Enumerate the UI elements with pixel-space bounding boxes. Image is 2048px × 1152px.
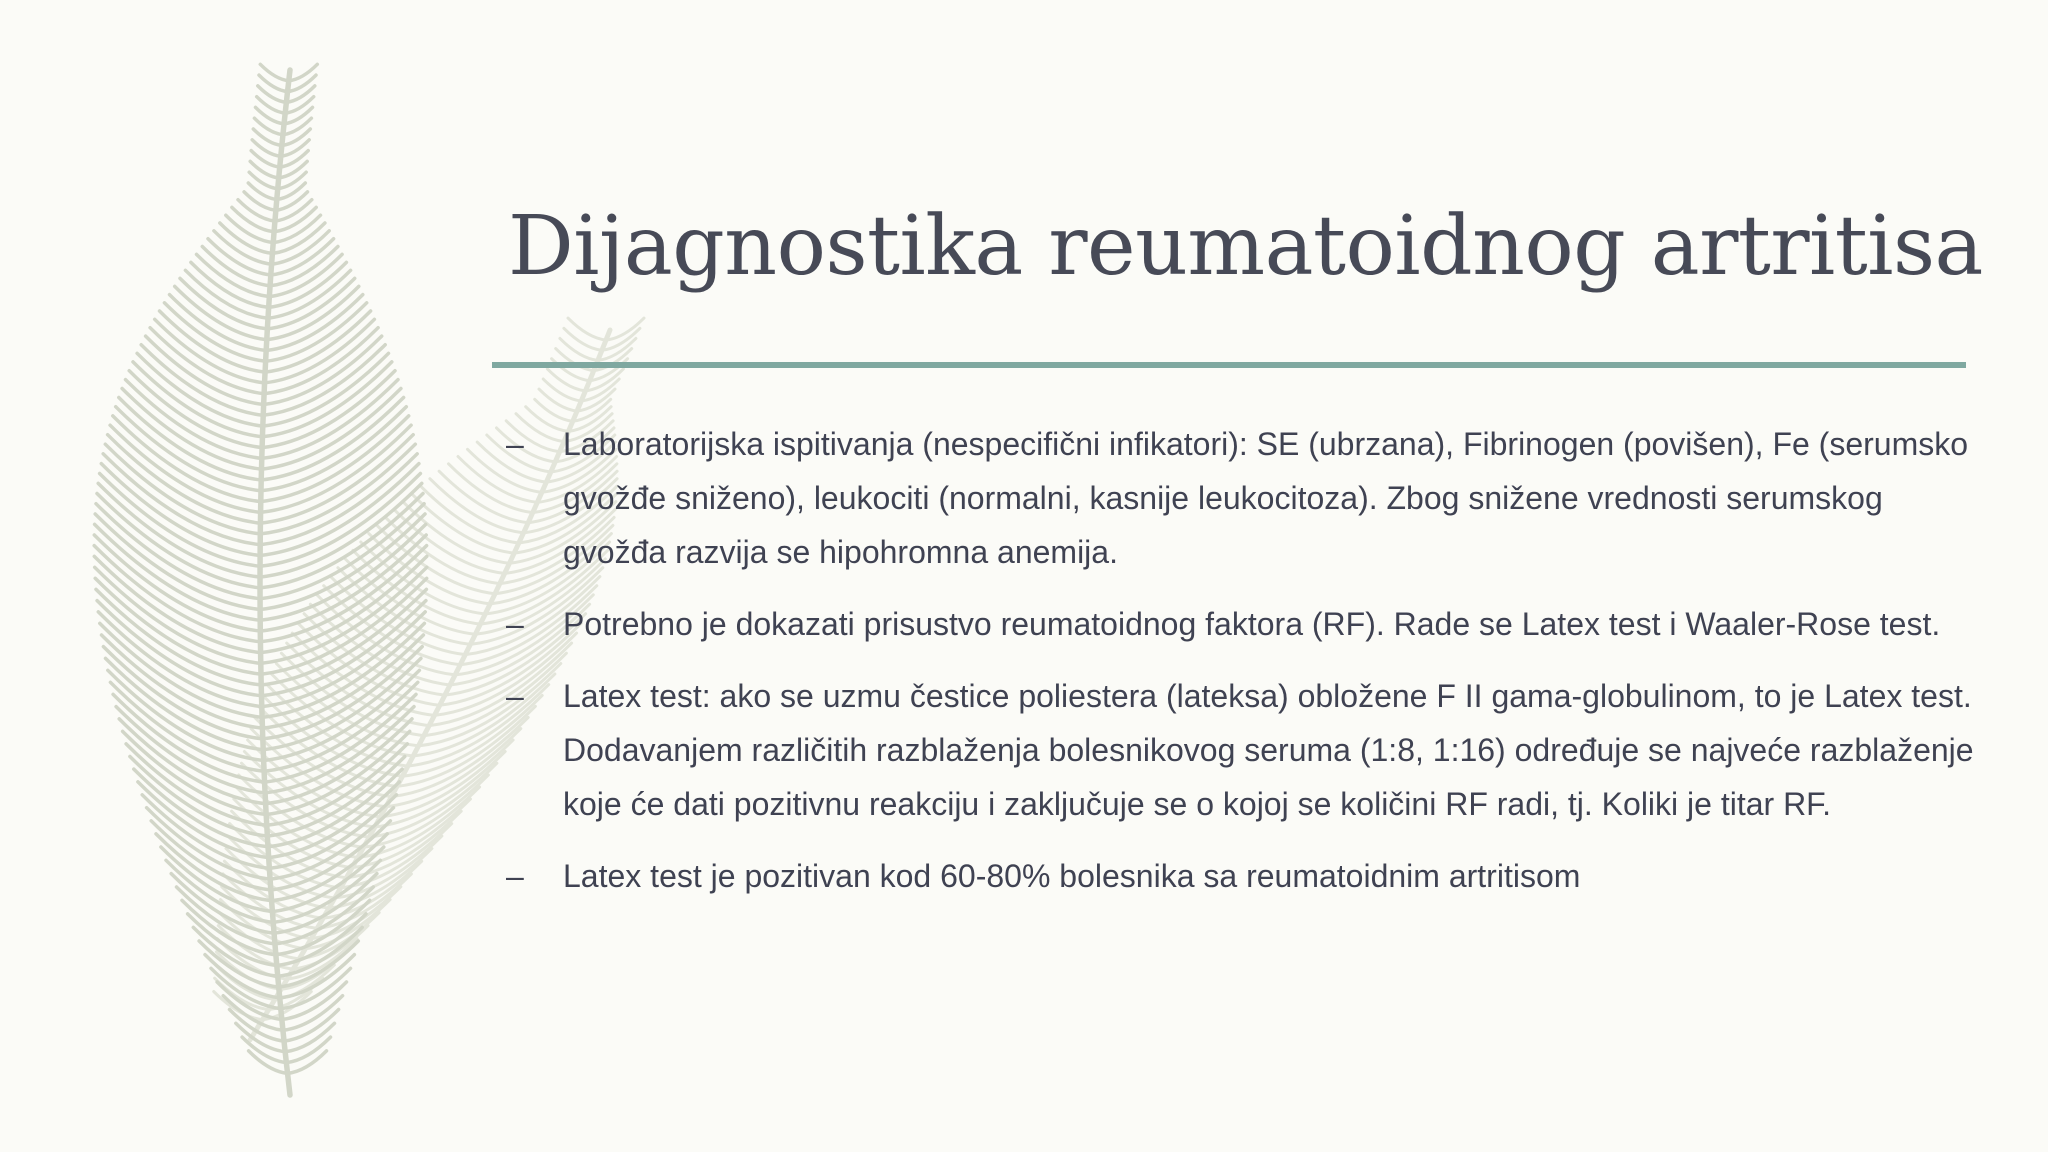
bullet-text: Latex test: ako se uzmu čestice poliestera (lateksa) obložene F II gama-globulinom, to je Latex test. Dodavanjem različitih razblaženja bolesnikovog seruma (1:8, 1:16) određuje se najveće razblaženje koje će dati pozitivnu reakciju i zaključuje se o kojoj se količini RF radi, tj. Koliki je titar RF. — [563, 678, 1974, 822]
bullet-item — [506, 417, 1976, 579]
bullet-text: Potrebno je dokazati prisustvo reumatoidnog faktora (RF). Rade se Latex test i Waaler-Rose test. — [563, 606, 1941, 642]
slide-title: Dijagnostika reumatoidnog artritisa — [508, 199, 1983, 294]
bullet-text: Latex test je pozitivan kod 60-80% bolesnika sa reumatoidnim artritisom — [563, 858, 1581, 894]
bullet-list — [506, 417, 1976, 921]
bullet-dash: – — [506, 858, 524, 894]
bullet-item — [506, 669, 1976, 831]
bullet-item — [506, 849, 1976, 903]
bullet-dash: – — [506, 426, 524, 462]
bullet-text: Laboratorijska ispitivanja (nespecifični infikatori): SE (ubrzana), Fibrinogen (povišen), Fe (serumsko gvožđe sniženo), leukociti (normalni, kasnije leukocitoza). Zbog snižene vrednosti serumskog gvožđa razvija se hipohromna anemija. — [563, 426, 1969, 570]
bullet-dash: – — [506, 606, 524, 642]
bullet-item — [506, 597, 1976, 651]
title-divider — [492, 362, 1966, 368]
bullet-dash: – — [506, 678, 524, 714]
